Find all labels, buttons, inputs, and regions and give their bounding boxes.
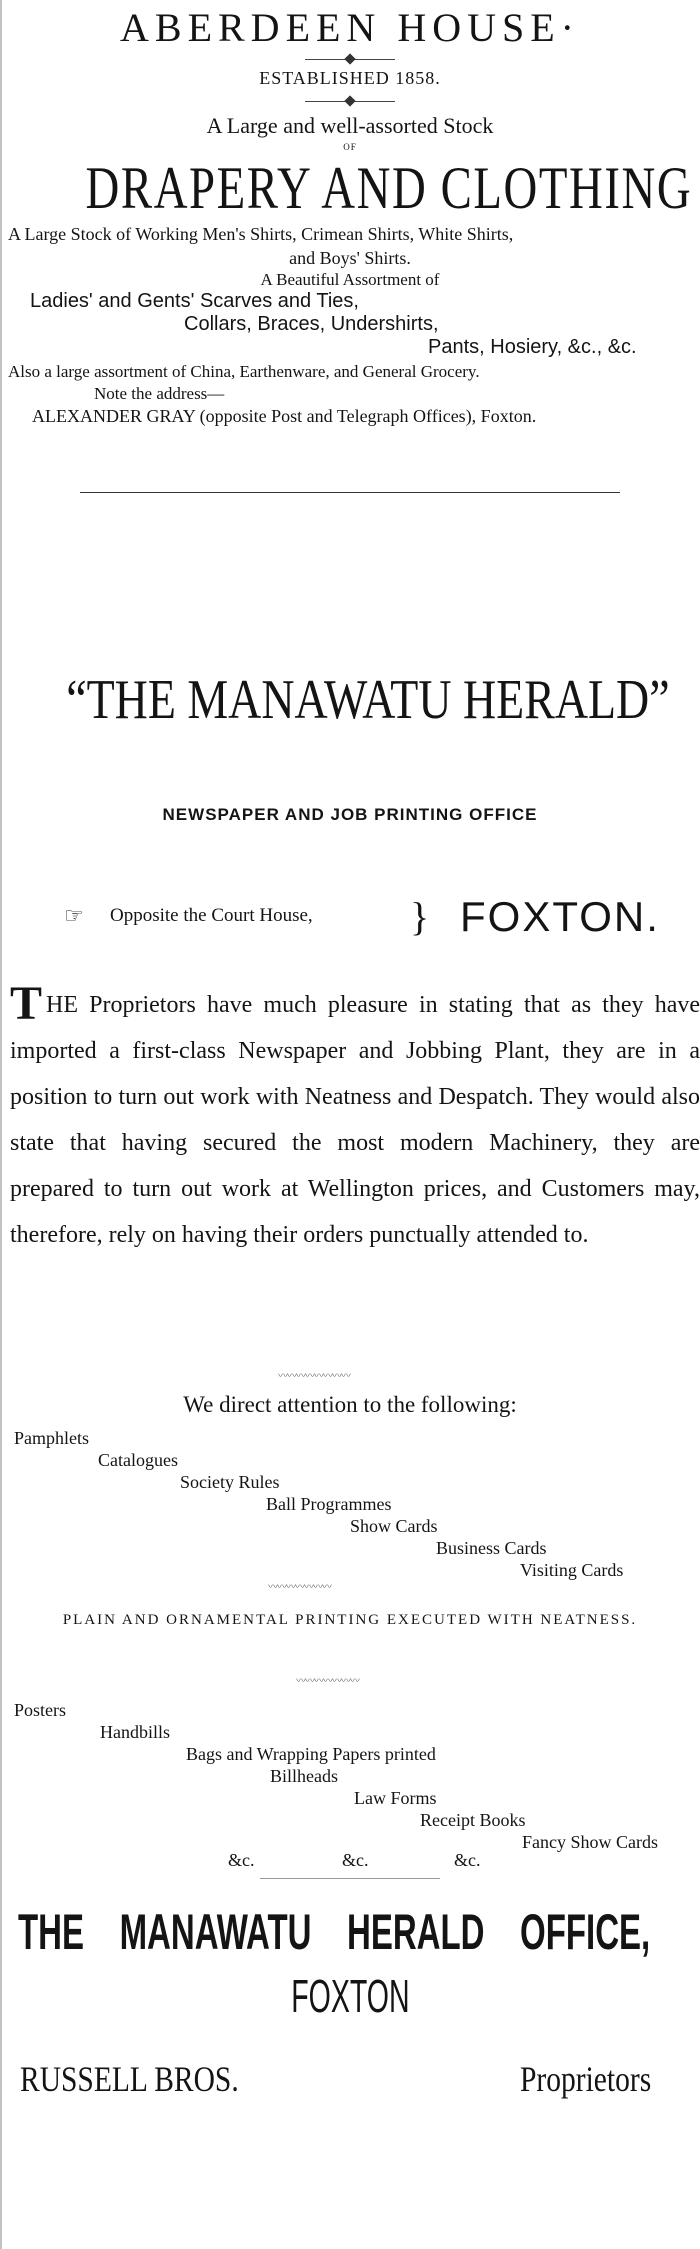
list1-item: Society Rules bbox=[180, 1472, 280, 1492]
ad1-stock-line: A Large and well-assorted Stock bbox=[206, 113, 494, 138]
list1-item: Show Cards bbox=[350, 1516, 438, 1536]
ad1-title: ABERDEEN HOUSE· bbox=[120, 5, 580, 50]
etc-item: &c. bbox=[454, 1850, 481, 1870]
ad2-office: THE MANAWATU HERALD OFFICE, bbox=[18, 1904, 651, 1960]
ad1-note: Note the address— bbox=[94, 384, 225, 403]
ornament-divider-2: 〰〰〰〰〰〰〰 bbox=[268, 1582, 331, 1593]
ad2-paragraph-text: HE Proprietors have much pleasure in stating that as they have imported a first-class Newspaper and Jobbing Plant, they are in a position to turn out work with Neatness and Despatch. They would also state that having secured the most modern Machinery, they are prepared to turn out work at Wellington prices, and Customers may, therefore, rely on having their orders punctually attended to. bbox=[10, 992, 700, 1248]
ad2-paragraph bbox=[10, 977, 700, 1258]
ad2-attention: We direct attention to the following: bbox=[183, 1392, 517, 1417]
ad1-scarves: Ladies' and Gents' Scarves and Ties, bbox=[30, 290, 359, 312]
ad1-of: OF bbox=[343, 142, 357, 152]
list1-item: Business Cards bbox=[436, 1538, 547, 1558]
list1-item: Ball Programmes bbox=[266, 1494, 392, 1514]
list2-item: Law Forms bbox=[354, 1788, 437, 1808]
page-left-edge bbox=[0, 0, 2, 2249]
list2-item: Posters bbox=[14, 1700, 67, 1720]
ad2-plain-printing: PLAIN AND ORNAMENTAL PRINTING EXECUTED WITH NEATNESS. bbox=[62, 1612, 638, 1628]
ad2-subtitle: NEWSPAPER AND JOB PRINTING OFFICE bbox=[162, 805, 538, 824]
ad2-opposite: Opposite the Court House, bbox=[110, 905, 313, 926]
ad1-china: Also a large assortment of China, Earthenware, and General Grocery. bbox=[8, 362, 480, 381]
ad1-divider-bottom bbox=[305, 101, 395, 102]
list2-item: Billheads bbox=[270, 1766, 338, 1786]
ad1-beautiful: A Beautiful Assortment of bbox=[260, 270, 440, 289]
ad1-shirts-line1: A Large Stock of Working Men's Shirts, Crimean Shirts, White Shirts, bbox=[8, 224, 514, 244]
etc-item: &c. bbox=[342, 1850, 369, 1870]
ad1-pants: Pants, Hosiery, &c., &c. bbox=[428, 336, 637, 358]
ad1-divider-top bbox=[305, 59, 395, 60]
ad2-owners: RUSSELL BROS. bbox=[20, 2059, 239, 2099]
ornament-divider-1: 〰〰〰〰〰〰〰〰 bbox=[278, 1371, 350, 1382]
ad1-shirts-line2: and Boys' Shirts. bbox=[289, 248, 411, 268]
ornament-divider-3: 〰〰〰〰〰〰〰 bbox=[296, 1676, 359, 1687]
etc-item: &c. bbox=[228, 1850, 255, 1870]
ad2-office-town: FOXTON bbox=[290, 1970, 410, 2022]
ad2-town: FOXTON. bbox=[460, 893, 660, 940]
ad1-collars: Collars, Braces, Undershirts, bbox=[184, 313, 439, 335]
list2-item: Fancy Show Cards bbox=[522, 1832, 658, 1852]
list1-item: Visiting Cards bbox=[520, 1560, 624, 1580]
ad2-proprietors: Proprietors bbox=[520, 2059, 652, 2099]
ad1-address: ALEXANDER GRAY (opposite Post and Telegraph Offices), Foxton. bbox=[32, 406, 537, 426]
list1-item: Catalogues bbox=[98, 1450, 178, 1470]
ad1-established: ESTABLISHED 1858. bbox=[259, 68, 441, 88]
ad1-heading: DRAPERY AND CLOTHING bbox=[85, 155, 693, 221]
list2-item: Bags and Wrapping Papers printed bbox=[186, 1744, 436, 1764]
list2-item: Handbills bbox=[100, 1722, 170, 1742]
ad2-dropcap: T bbox=[10, 977, 43, 1030]
pointing-hand-icon: ☞ bbox=[64, 903, 84, 928]
etc-divider bbox=[260, 1878, 440, 1879]
section-divider bbox=[80, 492, 620, 493]
list2-item: Receipt Books bbox=[420, 1810, 526, 1830]
ad2-brace: } bbox=[410, 894, 430, 939]
ad2-title: “THE MANAWATU HERALD” bbox=[66, 669, 670, 731]
list1-item: Pamphlets bbox=[14, 1428, 89, 1448]
